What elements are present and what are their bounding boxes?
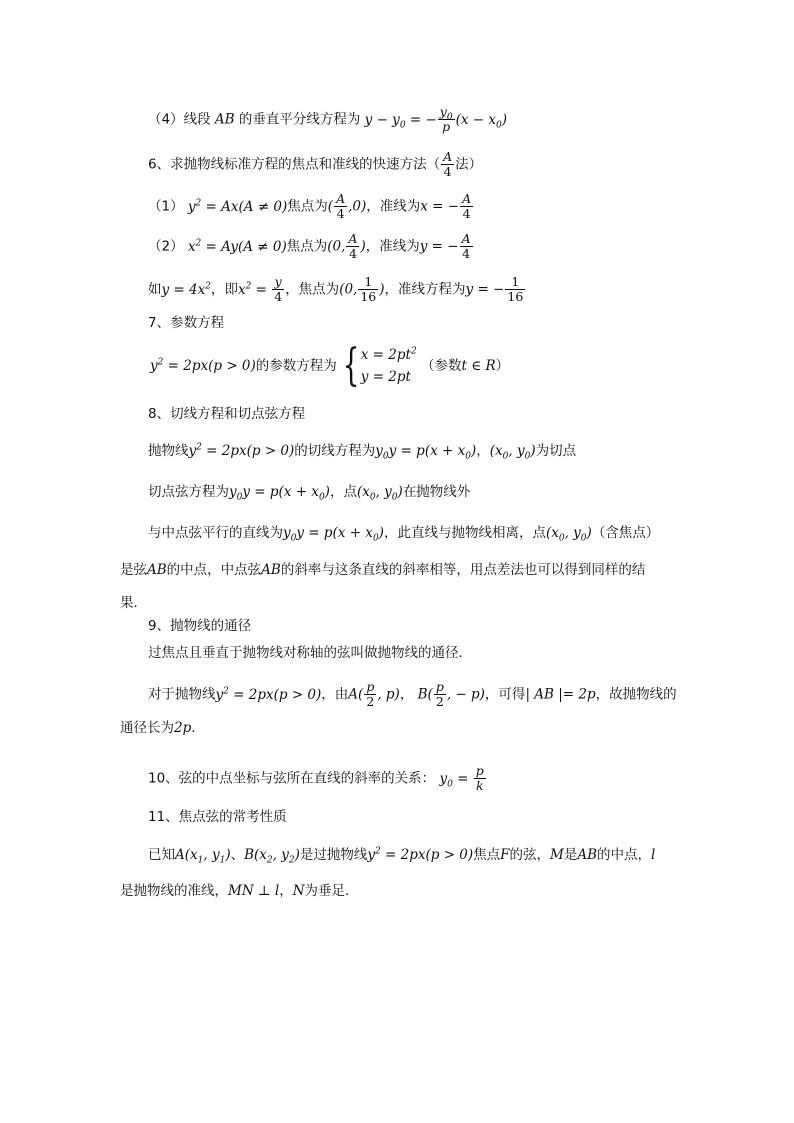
equation-system: $x = 2pt^2$ y = 2pt: [360, 346, 417, 385]
line-tangent: [148, 442, 576, 460]
math: F: [500, 847, 510, 863]
line-latus-def: [148, 644, 472, 662]
text: ，: [399, 686, 414, 703]
math: ($x_0$, $y_0$): [489, 443, 536, 462]
text: 抛物线: [148, 443, 189, 459]
fraction: $\frac{y_0}{p}$: [439, 104, 453, 134]
text: 的斜率与这条直线的斜率相等，用点差法也可以得到同样的结: [280, 562, 646, 578]
text: ，准线为: [365, 238, 420, 255]
text: ）: [495, 358, 510, 374]
fraction: $\frac{A}{4}$: [461, 231, 471, 261]
math: $y^2 = 2px(p > 0)$: [367, 846, 474, 863]
math: ): [360, 238, 366, 255]
text: 11、焦点弦的常考性质: [148, 809, 287, 825]
line-case-2: [148, 232, 474, 261]
text: ，此直线与抛物线相离，点: [383, 525, 546, 541]
math: AB: [261, 562, 281, 578]
text: 的垂直平分线方程为: [238, 111, 361, 128]
math: | AB |= 2p: [525, 686, 596, 703]
math: $y_0y = p(x + x_0)$: [375, 443, 477, 462]
math: $B(x_2$, $y_2$): [244, 847, 300, 866]
text: 如: [148, 281, 162, 298]
text: ，点: [329, 484, 357, 500]
fraction: $\frac{1}{16}$: [360, 274, 377, 304]
fraction: $\frac{A}{4}$: [336, 191, 346, 221]
text: 焦点为: [287, 198, 328, 215]
text: 的弦，: [509, 847, 551, 863]
line-latus-calc: [148, 680, 677, 709]
text: 是: [563, 847, 578, 863]
text: 是弦: [120, 562, 147, 578]
math: ($x_0$, $y_0$): [356, 484, 403, 503]
text: （1）: [148, 198, 184, 215]
text: （2）: [148, 238, 184, 255]
text: 法）: [455, 156, 483, 173]
math: $y^2 = 2px(p > 0)$: [150, 357, 256, 374]
text: 是过抛物线: [299, 847, 368, 863]
text: ，准线为: [366, 198, 421, 215]
text: 与中点弦平行的直线为: [148, 525, 283, 541]
text: （参数: [420, 358, 462, 374]
math: (: [327, 198, 334, 215]
text: 的中点，: [597, 847, 652, 863]
line-chord-of-contact: [148, 483, 470, 501]
text: 7、参数方程: [148, 315, 225, 331]
text: 果．: [120, 595, 147, 611]
text: ，准线方程为: [384, 281, 466, 298]
fraction: $\frac{A}{4}$: [462, 191, 472, 221]
text: ．: [191, 720, 205, 736]
line-midpoint-chord-3: [120, 594, 147, 612]
math: , − p): [446, 686, 485, 703]
fraction: $\frac{y}{4}$: [274, 274, 283, 304]
math: l: [651, 847, 656, 863]
left-brace: {: [342, 340, 360, 391]
text: 过焦点且垂直于抛物线对称轴的弦叫做抛物线的通径．: [148, 645, 472, 661]
math: AB: [147, 562, 167, 578]
text: ，: [476, 443, 490, 459]
line-focal-chord-2: [120, 882, 359, 900]
text: ，由: [321, 686, 349, 703]
text: 6、求抛物线标准方程的焦点和准线的快速方法（: [148, 156, 441, 173]
line-latus-length: [120, 719, 205, 737]
text: 焦点: [473, 847, 501, 863]
line-case-1: [148, 192, 474, 221]
text: ，: [279, 883, 293, 899]
math: M: [550, 847, 564, 863]
text: 8、切线方程和切点弦方程: [148, 406, 306, 422]
heading-7: [148, 314, 224, 332]
heading-11: [148, 808, 287, 826]
math: N: [292, 883, 305, 899]
math: ): [379, 281, 385, 298]
math: AB: [577, 847, 598, 863]
line-perp-bisector: [148, 105, 507, 134]
math: t ∈ R: [461, 358, 496, 374]
line-midpoint-chord: [148, 524, 659, 542]
text: 9、抛物线的通径: [148, 618, 252, 634]
text: 的切线方程为: [294, 443, 376, 459]
text: （含焦点）: [591, 525, 660, 541]
text: ，即: [210, 281, 238, 298]
text: 的参数方程为: [255, 358, 337, 374]
math: $y_0$ =: [439, 770, 473, 790]
math: $y = 4x^2$: [161, 281, 211, 298]
text: 已知: [148, 847, 175, 863]
math: $y - y_0$ = −: [364, 111, 437, 131]
line-parametric: [150, 340, 510, 391]
math: y = −: [465, 281, 505, 298]
text: 通径长为: [120, 720, 174, 736]
text: （4）线段: [148, 111, 211, 128]
text: 对于抛物线: [148, 686, 216, 703]
text: 切点弦方程为: [148, 484, 229, 500]
fraction: $\frac{p}{2}$: [435, 679, 444, 709]
text: ，故抛物线的: [595, 686, 677, 703]
math: $x^2 = Ay(A \ne 0)$: [187, 238, 287, 255]
math: (0,: [339, 281, 358, 298]
math: $y^2 = Ax(A \ne 0)$: [187, 198, 288, 215]
text: 10、弦的中点坐标与弦所在直线的斜率的关系：: [148, 770, 436, 787]
text: ，可得: [484, 686, 526, 703]
text: 、: [230, 847, 245, 863]
math: 2p: [174, 720, 192, 736]
math: ($x_0$, $y_0$): [545, 525, 592, 544]
line-midpoint-chord-2: [120, 561, 645, 579]
text: 的中点，中点弦: [166, 562, 262, 578]
math: B(: [417, 686, 433, 703]
math: , p): [377, 686, 400, 703]
line-example: [148, 275, 526, 304]
math: $y_0y = p(x + x_0)$: [283, 525, 384, 544]
math: AB: [214, 111, 235, 128]
fraction: $\frac{A}{4}$: [443, 149, 453, 179]
math: $x^2$ =: [237, 281, 272, 298]
heading-8: [148, 405, 305, 423]
text: ，焦点为: [285, 281, 340, 298]
fraction: $\frac{p}{k}$: [475, 763, 484, 793]
math: $y^2 = 2px(p > 0)$: [215, 686, 322, 703]
math: (0,: [327, 238, 346, 255]
math: ,0): [348, 198, 367, 215]
fraction: $\frac{p}{2}$: [366, 679, 375, 709]
text: 焦点为: [286, 238, 328, 255]
text: 为垂足．: [304, 883, 359, 899]
math: $A(x_1$, $y_1$): [175, 847, 231, 866]
math: $y^2 = 2px(p > 0)$: [188, 442, 295, 459]
math: y = −: [419, 238, 459, 255]
fraction: $\frac{1}{16}$: [507, 274, 524, 304]
line-focal-chord-1: [148, 846, 655, 864]
text: 是抛物线的准线，: [120, 883, 228, 899]
text: 在抛物线外: [402, 484, 471, 500]
fraction: $\frac{A}{4}$: [348, 231, 358, 261]
math: x = −: [420, 198, 460, 215]
math: $y_0y = p(x + x_0)$: [229, 484, 330, 503]
heading-10: [148, 764, 487, 793]
math: A(: [348, 686, 364, 703]
math: $(x - x_0)$: [455, 111, 507, 131]
text: 为切点: [535, 443, 577, 459]
heading-9: [148, 617, 251, 635]
math: MN ⊥ l: [228, 883, 280, 899]
heading-6: [148, 150, 482, 179]
